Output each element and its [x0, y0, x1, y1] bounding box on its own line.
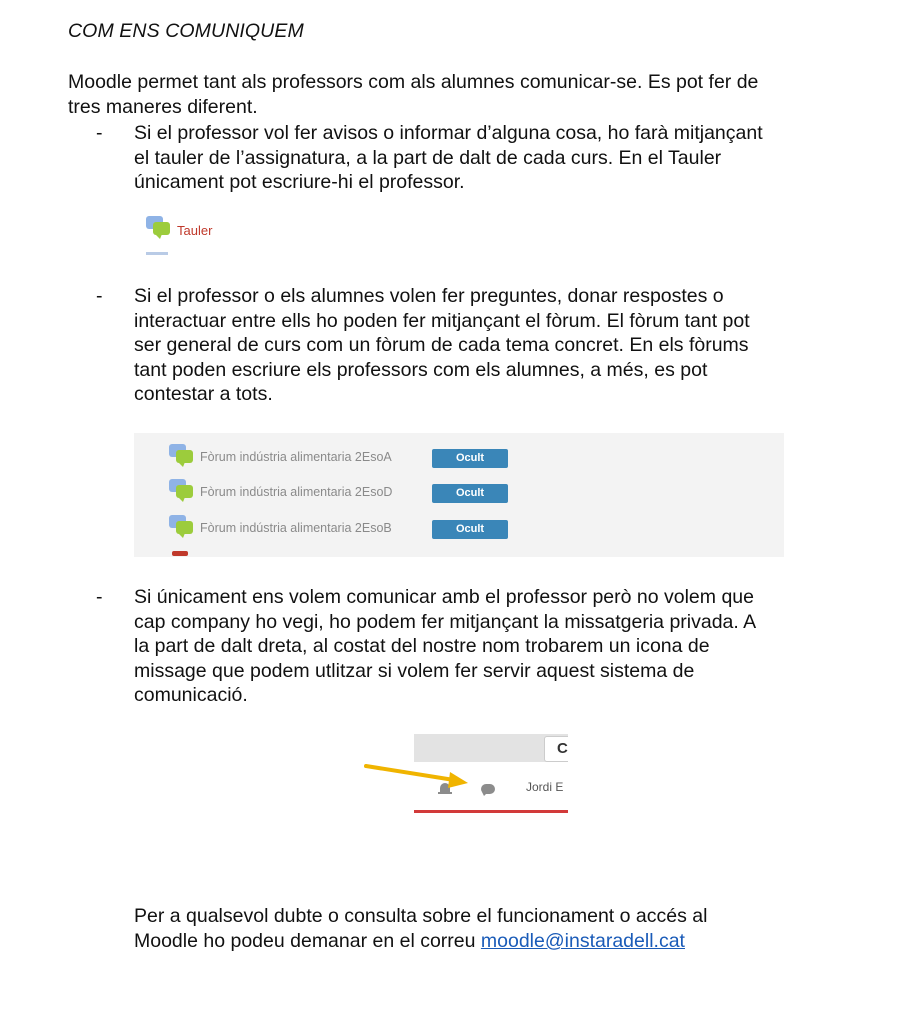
bullet-line: cap company ho vegi, ho podem fer mitjançant la missatgeria privada. A	[134, 610, 757, 633]
hidden-badge: Ocult	[432, 520, 508, 539]
bullet-line: comunicació.	[134, 684, 248, 706]
bullet-dash: -	[96, 285, 103, 307]
bullet-dash: -	[96, 122, 103, 144]
closing-line: Per a qualsevol dubte o consulta sobre el funcionament o accés al	[134, 905, 708, 927]
truncated-icon	[172, 551, 188, 556]
bullet-line: tant poden escriure els professors com els alumnes, a més, es pot	[134, 358, 708, 381]
page-title: COM ENS COMUNIQUEM	[68, 20, 304, 42]
bullet-line: ser general de curs com un fòrum de cada tema concret. En els fòrums	[134, 334, 749, 356]
closing-line	[134, 929, 874, 954]
bullet-line: Si el professor vol fer avisos o informar d’alguna cosa, ho farà mitjançant	[134, 122, 763, 144]
forum-bubbles-icon	[169, 515, 195, 539]
tauler-link[interactable]: Tauler	[177, 223, 213, 238]
arrow-icon	[364, 762, 474, 792]
intro-line: tres maneres diferent.	[68, 95, 258, 118]
closing-text: Moodle ho podeu demanar en el correu	[134, 930, 481, 952]
header-button[interactable]: C	[544, 736, 568, 762]
bullet-line: contestar a tots.	[134, 383, 273, 405]
forum-name[interactable]: Fòrum indústria alimentaria 2EsoB	[200, 521, 392, 535]
hidden-badge: Ocult	[432, 449, 508, 468]
forum-bubbles-icon	[146, 216, 172, 240]
bullet-line: Si el professor o els alumnes volen fer preguntes, donar respostes o	[134, 285, 724, 307]
bullet-text	[134, 284, 854, 407]
message-bubble-icon[interactable]	[481, 784, 495, 794]
bullet-text	[134, 585, 854, 708]
bullet-line: interactuar entre ells ho poden fer mitjançant el fòrum. El fòrum tant pot	[134, 309, 750, 332]
forum-bubbles-icon	[169, 479, 195, 503]
bullet-dash: -	[96, 586, 103, 608]
bullet-line: el tauler de l’assignatura, a la part de dalt de cada curs. En el Tauler	[134, 146, 722, 169]
email-link[interactable]: moodle@instaradell.cat	[480, 930, 685, 952]
intro-paragraph	[68, 70, 868, 119]
divider	[414, 810, 568, 813]
forum-name[interactable]: Fòrum indústria alimentaria 2EsoD	[200, 485, 393, 499]
bullet-line: únicament pot escriure-hi el professor.	[134, 171, 465, 193]
intro-line: Moodle permet tant als professors com als alumnes comunicar-se. Es pot fer de	[68, 71, 759, 93]
divider	[146, 252, 168, 255]
bullet-text	[134, 121, 854, 195]
forum-name[interactable]: Fòrum indústria alimentaria 2EsoA	[200, 450, 392, 464]
bullet-line: missage que podem utlitzar si volem fer servir aquest sistema de	[134, 659, 695, 682]
bullet-line: la part de dalt dreta, al costat del nostre nom trobarem un icona de	[134, 635, 710, 657]
forum-screenshot	[134, 433, 784, 557]
forum-bubbles-icon	[169, 444, 195, 468]
bullet-line: Si únicament ens volem comunicar amb el professor però no volem que	[134, 586, 754, 608]
hidden-badge: Ocult	[432, 484, 508, 503]
closing-paragraph	[134, 904, 874, 954]
tauler-screenshot	[142, 212, 252, 258]
user-name[interactable]: Jordi E	[526, 780, 564, 794]
